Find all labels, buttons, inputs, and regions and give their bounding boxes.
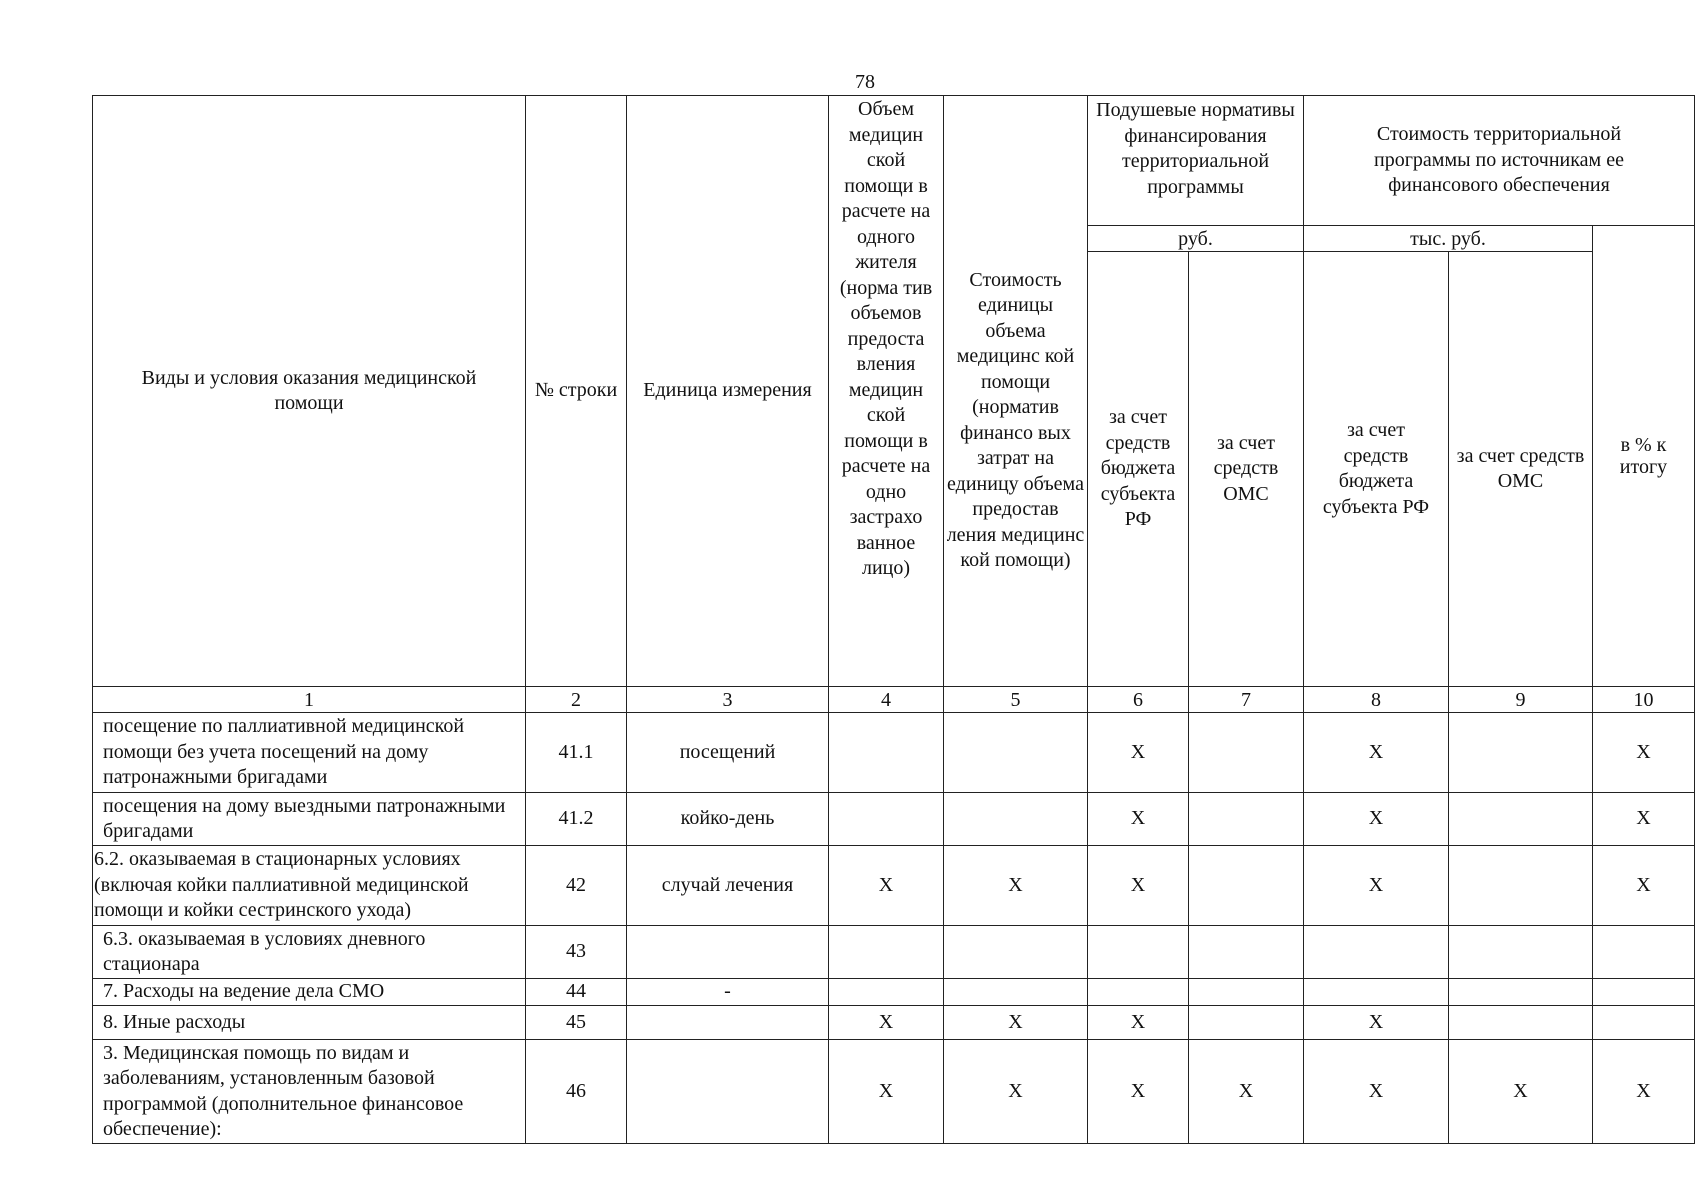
row-col7 bbox=[1189, 979, 1304, 1006]
header-unit-cost: Стоимость единицы объема медицинс кой помощи (норматив финансо вых затрат на единицу объема предостав ления медицинс кой помощи) bbox=[944, 96, 1088, 687]
row-col5: X bbox=[944, 846, 1088, 926]
row-unit: койко-день bbox=[627, 793, 829, 846]
row-col8: X bbox=[1304, 1040, 1449, 1144]
table-row bbox=[93, 979, 1695, 1006]
header-unit: Единица измерения bbox=[627, 96, 829, 687]
row-col10: X bbox=[1593, 846, 1695, 926]
row-col9 bbox=[1449, 846, 1593, 926]
row-unit bbox=[627, 1006, 829, 1040]
column-number: 9 bbox=[1449, 687, 1593, 713]
row-col7 bbox=[1189, 713, 1304, 793]
row-col9 bbox=[1449, 926, 1593, 979]
row-col4 bbox=[829, 926, 944, 979]
row-col7: X bbox=[1189, 1040, 1304, 1144]
row-col6: X bbox=[1088, 713, 1189, 793]
header-kinds-of-care: Виды и условия оказания медицинской помощи bbox=[93, 96, 526, 687]
header-per-capita-group: Подушевые нормативы финансирования территориальной программы bbox=[1088, 96, 1304, 226]
column-number: 2 bbox=[526, 687, 627, 713]
column-number: 3 bbox=[627, 687, 829, 713]
row-col10: X bbox=[1593, 1040, 1695, 1144]
column-number: 8 bbox=[1304, 687, 1449, 713]
row-name: 8. Иные расходы bbox=[93, 1006, 526, 1040]
row-number: 41.2 bbox=[526, 793, 627, 846]
table-row bbox=[93, 713, 1695, 793]
row-number: 44 bbox=[526, 979, 627, 1006]
row-number: 43 bbox=[526, 926, 627, 979]
row-name: 6.3. оказываемая в условиях дневного стационара bbox=[93, 926, 526, 979]
row-unit bbox=[627, 926, 829, 979]
column-number: 1 bbox=[93, 687, 526, 713]
table-row bbox=[93, 846, 1695, 926]
row-col10: X bbox=[1593, 793, 1695, 846]
row-col4 bbox=[829, 793, 944, 846]
row-col5 bbox=[944, 926, 1088, 979]
row-name: 7. Расходы на ведение дела СМО bbox=[93, 979, 526, 1006]
header-row-number: № строки bbox=[526, 96, 627, 687]
column-number: 5 bbox=[944, 687, 1088, 713]
row-col9 bbox=[1449, 1006, 1593, 1040]
row-col10 bbox=[1593, 979, 1695, 1006]
row-col5 bbox=[944, 713, 1088, 793]
row-number: 41.1 bbox=[526, 713, 627, 793]
row-col4 bbox=[829, 713, 944, 793]
row-col5: X bbox=[944, 1040, 1088, 1144]
row-col6: X bbox=[1088, 1006, 1189, 1040]
financing-table bbox=[92, 95, 1695, 1144]
row-name: 3. Медицинская помощь по видам и заболеваниям, установленным базовой программой (дополнительное финансовое обеспечение): bbox=[93, 1040, 526, 1144]
row-col4: X bbox=[829, 1006, 944, 1040]
header-program-cost-group: Стоимость территориальной программы по источникам ее финансового обеспечения bbox=[1304, 96, 1695, 226]
row-col7 bbox=[1189, 846, 1304, 926]
row-col8 bbox=[1304, 926, 1449, 979]
row-col6: X bbox=[1088, 793, 1189, 846]
row-col10: X bbox=[1593, 713, 1695, 793]
header-unit-thousand-rub: тыс. руб. bbox=[1304, 226, 1593, 252]
row-unit: посещений bbox=[627, 713, 829, 793]
row-name: 6.2. оказываемая в стационарных условиях (включая койки паллиативной медицинской помощи и койки сестринского ухода) bbox=[93, 846, 526, 926]
column-number: 4 bbox=[829, 687, 944, 713]
row-col7 bbox=[1189, 1006, 1304, 1040]
row-col6 bbox=[1088, 926, 1189, 979]
column-number: 10 bbox=[1593, 687, 1695, 713]
row-number: 46 bbox=[526, 1040, 627, 1144]
row-col8: X bbox=[1304, 1006, 1449, 1040]
row-col8: X bbox=[1304, 793, 1449, 846]
row-col4: X bbox=[829, 846, 944, 926]
column-number-row bbox=[93, 687, 1695, 713]
row-col6: X bbox=[1088, 1040, 1189, 1144]
table-row bbox=[93, 1040, 1695, 1144]
row-col10 bbox=[1593, 926, 1695, 979]
row-col6 bbox=[1088, 979, 1189, 1006]
row-name: посещения на дому выездными патронажными бригадами bbox=[93, 793, 526, 846]
row-col5 bbox=[944, 979, 1088, 1006]
header-unit-rub: руб. bbox=[1088, 226, 1304, 252]
page-number: 78 bbox=[855, 71, 875, 93]
row-col7 bbox=[1189, 793, 1304, 846]
row-col9 bbox=[1449, 793, 1593, 846]
row-unit bbox=[627, 1040, 829, 1144]
table-row bbox=[93, 926, 1695, 979]
header-oms-rub: за счет средств ОМС bbox=[1189, 252, 1304, 687]
row-col5: X bbox=[944, 1006, 1088, 1040]
row-name: посещение по паллиативной медицинской помощи без учета посещений на дому патронажными бригадами bbox=[93, 713, 526, 793]
row-col7 bbox=[1189, 926, 1304, 979]
row-col4 bbox=[829, 979, 944, 1006]
column-number: 7 bbox=[1189, 687, 1304, 713]
header-percent-of-total: в % к итогу bbox=[1593, 226, 1695, 687]
row-col4: X bbox=[829, 1040, 944, 1144]
header-oms-thousand: за счет средств ОМС bbox=[1449, 252, 1593, 687]
row-col9 bbox=[1449, 713, 1593, 793]
row-col9 bbox=[1449, 979, 1593, 1006]
row-col5 bbox=[944, 793, 1088, 846]
row-number: 42 bbox=[526, 846, 627, 926]
row-col10 bbox=[1593, 1006, 1695, 1040]
row-col8: X bbox=[1304, 846, 1449, 926]
column-number: 6 bbox=[1088, 687, 1189, 713]
row-col8: X bbox=[1304, 713, 1449, 793]
row-unit: - bbox=[627, 979, 829, 1006]
table-row bbox=[93, 1006, 1695, 1040]
row-col6: X bbox=[1088, 846, 1189, 926]
header-budget-thousand: за счет средств бюджета субъекта РФ bbox=[1304, 252, 1449, 687]
row-number: 45 bbox=[526, 1006, 627, 1040]
header-volume-per-capita: Объем медицин ской помощи в расчете на одного жителя (норма тив объемов предоста вления медицин ской помощи в расчете на одно застрахо ванное лицо) bbox=[829, 96, 944, 687]
row-unit: случай лечения bbox=[627, 846, 829, 926]
row-col8 bbox=[1304, 979, 1449, 1006]
row-col9: X bbox=[1449, 1040, 1593, 1144]
header-budget-rub: за счет средств бюджета субъекта РФ bbox=[1088, 252, 1189, 687]
table-row bbox=[93, 793, 1695, 846]
